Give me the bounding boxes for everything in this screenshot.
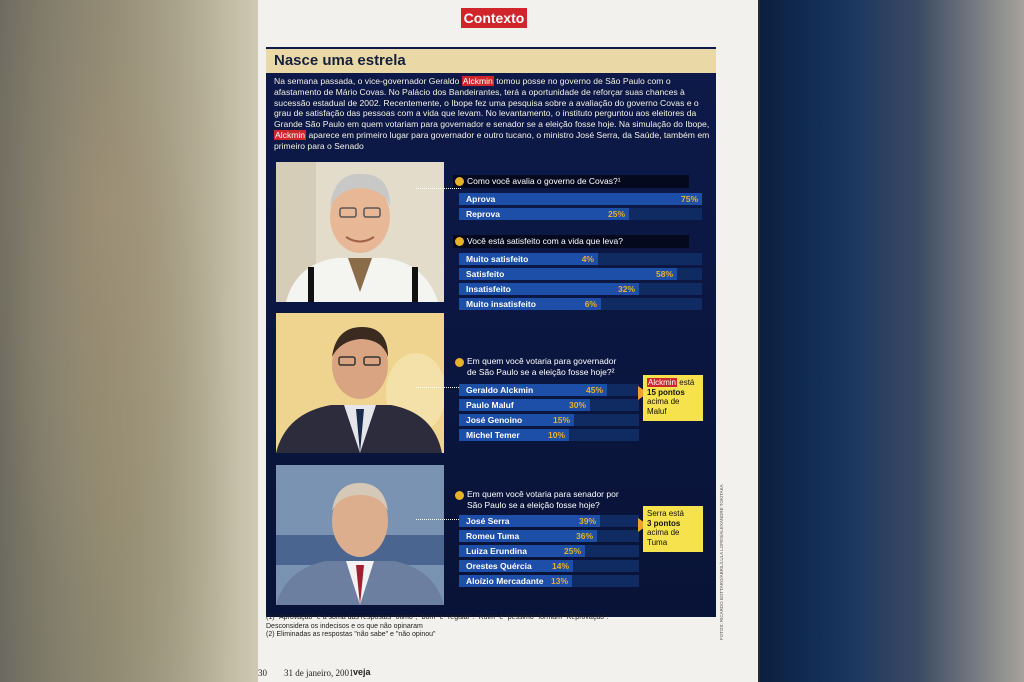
leader-line-1 bbox=[416, 188, 461, 189]
callout-governor bbox=[643, 375, 703, 421]
footnote-1b: Desconsidera os indecisos e os que não opinaram bbox=[266, 622, 423, 630]
bar-row bbox=[459, 560, 639, 572]
callout-senator-line4: Tuma bbox=[647, 537, 668, 547]
bar-value: 30% bbox=[568, 400, 586, 410]
callout-governor-points: 15 pontos bbox=[647, 387, 685, 397]
bar-label: Orestes Quércia bbox=[466, 561, 532, 571]
bar-row bbox=[459, 429, 639, 441]
magazine-page bbox=[258, 0, 758, 682]
bar-label: José Genoino bbox=[466, 415, 523, 425]
bar-value: 13% bbox=[550, 576, 568, 586]
bar-row bbox=[459, 268, 702, 280]
article-title: Nasce uma estrela bbox=[274, 52, 406, 69]
question-1 bbox=[453, 175, 689, 188]
bar-label: José Serra bbox=[466, 516, 510, 526]
bar-row bbox=[459, 575, 639, 587]
bar-value: 14% bbox=[551, 561, 569, 571]
bar-row bbox=[459, 208, 702, 220]
bar-value: 39% bbox=[578, 516, 596, 526]
bar-value: 4% bbox=[581, 254, 594, 264]
bar-label: Reprova bbox=[466, 209, 501, 219]
intro-part-3: aparece em primeiro lugar para governador e outro tucano, o ministro José Serra, da Saúde, também em primeiro para o Senado bbox=[274, 129, 710, 151]
bar-row bbox=[459, 530, 639, 542]
bullet-icon bbox=[455, 358, 464, 367]
bar-value: 45% bbox=[585, 385, 603, 395]
bar-row bbox=[459, 298, 702, 310]
background-right bbox=[760, 0, 1024, 682]
question-2-text: Você está satisfeito com a vida que leva? bbox=[467, 236, 623, 246]
footnote-2: (2) Eliminadas as respostas "não sabe" e "não opinou" bbox=[266, 631, 436, 639]
bullet-icon bbox=[455, 177, 464, 186]
question-2 bbox=[453, 235, 689, 248]
bar-value: 6% bbox=[584, 299, 597, 309]
intro-part-1: Na semana passada, o vice-governador Geraldo bbox=[274, 76, 462, 86]
bar-row bbox=[459, 399, 639, 411]
callout-senator-line3: acima de bbox=[647, 528, 680, 537]
bar-value: 25% bbox=[563, 546, 581, 556]
bar-value: 10% bbox=[547, 430, 565, 440]
bar-label: Geraldo Alckmin bbox=[466, 385, 534, 395]
bar-value: 15% bbox=[552, 415, 570, 425]
photo-covas bbox=[276, 162, 444, 302]
bullet-icon bbox=[455, 491, 464, 500]
photo-serra bbox=[276, 465, 444, 605]
bar-value: 58% bbox=[655, 269, 673, 279]
bar-label: Muito insatisfeito bbox=[466, 299, 536, 309]
bar-row bbox=[459, 384, 639, 396]
callout-governor-line3: acima de bbox=[647, 397, 680, 406]
bar-label: Aloízio Mercadante bbox=[466, 576, 544, 586]
question-1-text: Como você avalia o governo de Covas?¹ bbox=[467, 176, 621, 186]
background-left bbox=[0, 0, 258, 682]
callout-senator-line1: Serra está bbox=[647, 509, 684, 518]
title-bar bbox=[266, 49, 716, 73]
bar-label: Satisfeito bbox=[466, 269, 505, 279]
intro-part-2: tomou posse no governo de São Paulo com o afastamento de Mário Covas. No Palácio dos Bandeirantes, terá a oportunidade de reforçar suas chances à sucessão estadual de 2002. Recentemente, o Ibope fez uma pesquisa sobre a avaliação do governo Covas e o grau de satisfação das pessoas com a vida que levam. No levantamento, o instituto perguntou aos eleitores da Grande São Paulo em quem votariam para governador e senador se a eleição fosse hoje. Na simulação do Ibope, bbox=[274, 76, 710, 130]
bar-value: 75% bbox=[680, 194, 698, 204]
leader-line-2 bbox=[416, 387, 461, 388]
bar-row bbox=[459, 283, 702, 295]
question-4-text: Em quem você votaria para senador por São Paulo se a eleição fosse hoje? bbox=[467, 489, 619, 510]
photo-credit: FOTOS: RICARDO BOTTARO/ABRIL/LULA LOPES/ALEXANDRE TOKITAKA bbox=[719, 484, 724, 640]
bar-value: 32% bbox=[617, 284, 635, 294]
article-intro bbox=[274, 76, 712, 152]
issue-date: 31 de janeiro, 2001 bbox=[284, 668, 354, 678]
callout-senator bbox=[643, 506, 703, 552]
bar-value: 36% bbox=[575, 531, 593, 541]
callout-governor-line4: Maluf bbox=[647, 406, 667, 416]
bar-label: Michel Temer bbox=[466, 430, 520, 440]
question-4 bbox=[453, 489, 627, 511]
callout-governor-name: Alckmin bbox=[648, 378, 677, 387]
photo-alckmin bbox=[276, 313, 444, 453]
bar-label: Romeu Tuma bbox=[466, 531, 520, 541]
bar-value: 25% bbox=[607, 209, 625, 219]
bar-label: Insatisfeito bbox=[466, 284, 511, 294]
intro-highlight-2: Alckmin bbox=[275, 129, 306, 140]
bullet-icon bbox=[455, 237, 464, 246]
bar-row bbox=[459, 545, 639, 557]
bar-row bbox=[459, 414, 639, 426]
footnotes bbox=[266, 614, 716, 640]
question-3-text: Em quem você votaria para governador de São Paulo se a eleição fosse hoje?² bbox=[467, 356, 617, 377]
bar-row bbox=[459, 193, 702, 205]
bar-label: Luiza Erundina bbox=[466, 546, 527, 556]
magazine-name: veja bbox=[353, 667, 371, 677]
question-3 bbox=[453, 356, 627, 378]
callout-governor-line1: está bbox=[677, 378, 695, 387]
bar-row bbox=[459, 253, 702, 265]
page-number: 30 bbox=[258, 668, 267, 678]
bar-label: Paulo Maluf bbox=[466, 400, 514, 410]
intro-highlight-1: Alckmin bbox=[462, 76, 493, 86]
bar-label: Muito satisfeito bbox=[466, 254, 529, 264]
footnote-1: (1) "Aprovação" é a soma das respostas "ótimo", "bom" e "regular". "Ruim" e "péssimo" formam "Reprovação". bbox=[266, 614, 609, 621]
infographic-panel bbox=[266, 47, 716, 617]
callout-senator-points: 3 pontos bbox=[647, 518, 681, 528]
bar-row bbox=[459, 515, 639, 527]
leader-line-3 bbox=[416, 519, 461, 520]
section-tag: Contexto bbox=[461, 8, 527, 28]
bar bbox=[459, 193, 702, 205]
bar-label: Aprova bbox=[466, 194, 496, 204]
